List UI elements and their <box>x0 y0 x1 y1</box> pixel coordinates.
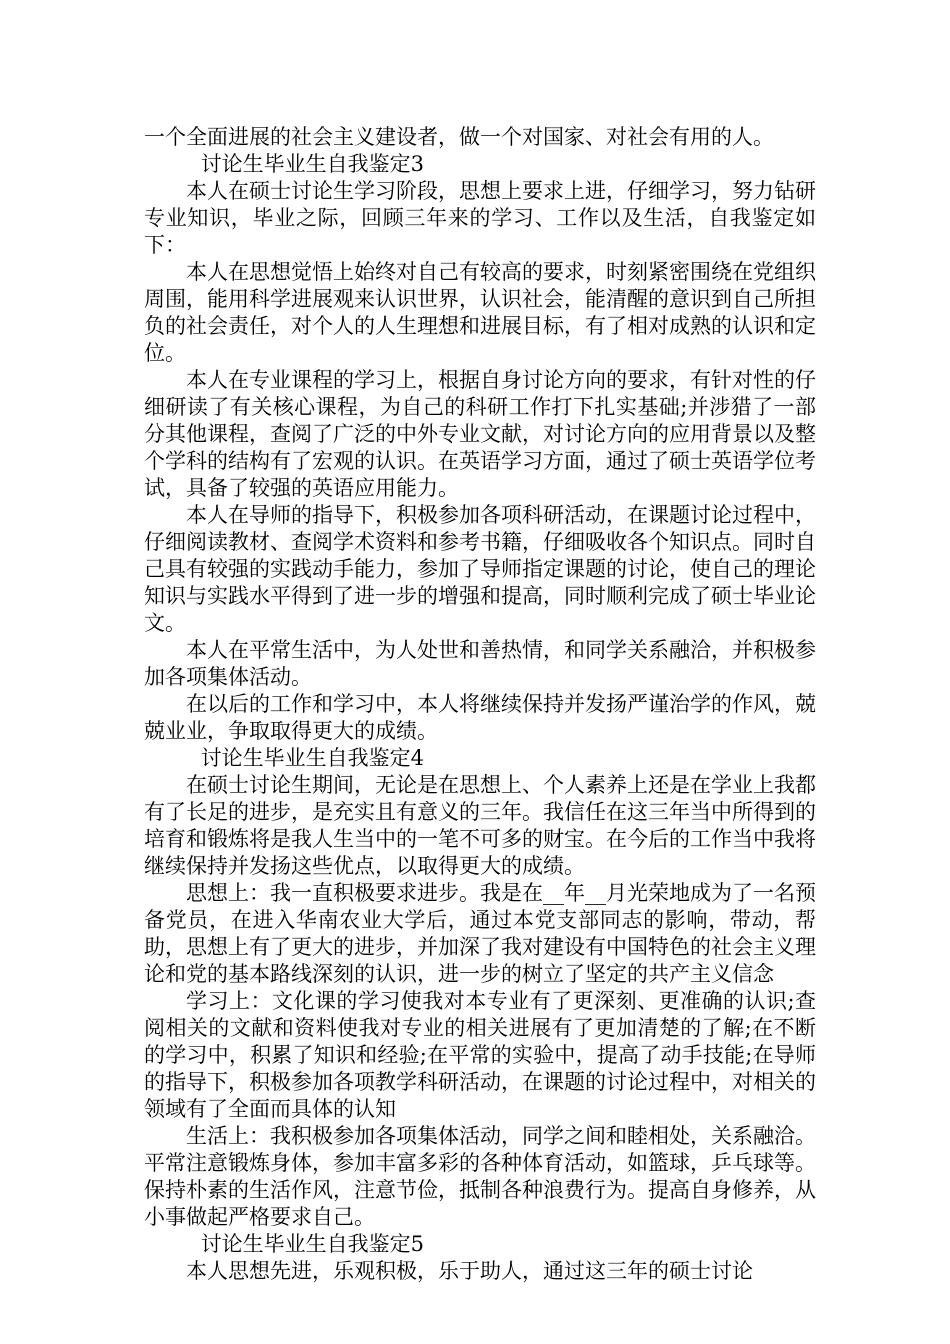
paragraph: 思想上：我一直积极要求进步。我是在__年__月光荣地成为了一名预备党员，在进入华南农业大学后，通过本党支部同志的影响，带动，帮助，思想上有了更大的进步，并加深了我对建设有中国特色的社会主义理论和党的基本路线深刻的认识，进一步的树立了坚定的共产主义信念 <box>144 881 816 986</box>
paragraph: 本人在平常生活中，为人处世和善热情，和同学关系融洽，并积极参加各项集体活动。 <box>144 638 816 689</box>
paragraph: 本人思想先进，乐观积极，乐于助人，通过这三年的硕士讨论 <box>186 1259 753 1283</box>
paragraph: 本人在思想觉悟上始终对自己有较高的要求，时刻紧密围绕在党组织周围，能用科学进展观来认识世界，认识社会，能清醒的意识到自己所担负的社会责任，对个人的人生理想和进展目标，有了相对成熟的认识和定位。 <box>144 260 816 365</box>
section-heading-3: 讨论生毕业生自我鉴定3 <box>200 152 425 176</box>
paragraph: 在硕士讨论生期间，无论是在思想上、个人素养上还是在学业上我都有了长足的进步，是充实且有意义的三年。我信任在这三年当中所得到的培育和锻炼将是我人生当中的一笔不可多的财宝。在今后的工作当中我将继续保持并发扬这些优点，以取得更大的成绩。 <box>144 773 816 878</box>
paragraph: 生活上：我积极参加各项集体活动，同学之间和睦相处，关系融洽。平常注意锻炼身体，参加丰富多彩的各种体育活动，如篮球，乒乓球等。保持朴素的生活作风，注意节俭，抵制各种浪费行为。提高自身修养，从小事做起严格要求自己。 <box>144 1124 816 1229</box>
paragraph-closing-line: 一个全面进展的社会主义建设者，做一个对国家、对社会有用的人。 <box>144 125 774 149</box>
paragraph: 本人在专业课程的学习上，根据自身讨论方向的要求，有针对性的仔细研读了有关核心课程，为自己的科研工作打下扎实基础;并涉猎了一部分其他课程，查阅了广泛的中外专业文献，对讨论方向的应用背景以及整个学科的结构有了宏观的认识。在英语学习方面，通过了硕士英语学位考试，具备了较强的英语应用能力。 <box>144 368 816 500</box>
paragraph: 在以后的工作和学习中，本人将继续保持并发扬严谨治学的作风，兢兢业业，争取取得更大的成绩。 <box>144 692 816 743</box>
paragraph: 学习上：文化课的学习使我对本专业有了更深刻、更准确的认识;查阅相关的文献和资料使我对专业的相关进展有了更加清楚的了解;在不断的学习中，积累了知识和经验;在平常的实验中，提高了动手技能;在导师的指导下，积极参加各项教学科研活动，在课题的讨论过程中，对相关的领域有了全面而具体的认知 <box>144 989 816 1121</box>
paragraph: 本人在导师的指导下，积极参加各项科研活动，在课题讨论过程中，仔细阅读教材、查阅学术资料和参考书籍，仔细吸收各个知识点。同时自己具有较强的实践动手能力，参加了导师指定课题的讨论，使自己的理论知识与实践水平得到了进一步的增强和提高，同时顺利完成了硕士毕业论文。 <box>144 503 816 635</box>
document-body <box>144 124 816 1285</box>
section-heading-5: 讨论生毕业生自我鉴定5 <box>200 1232 425 1256</box>
section-heading-4: 讨论生毕业生自我鉴定4 <box>200 746 425 770</box>
paragraph: 本人在硕士讨论生学习阶段，思想上要求上进，仔细学习，努力钻研专业知识，毕业之际，回顾三年来的学习、工作以及生活，自我鉴定如下： <box>144 179 816 257</box>
